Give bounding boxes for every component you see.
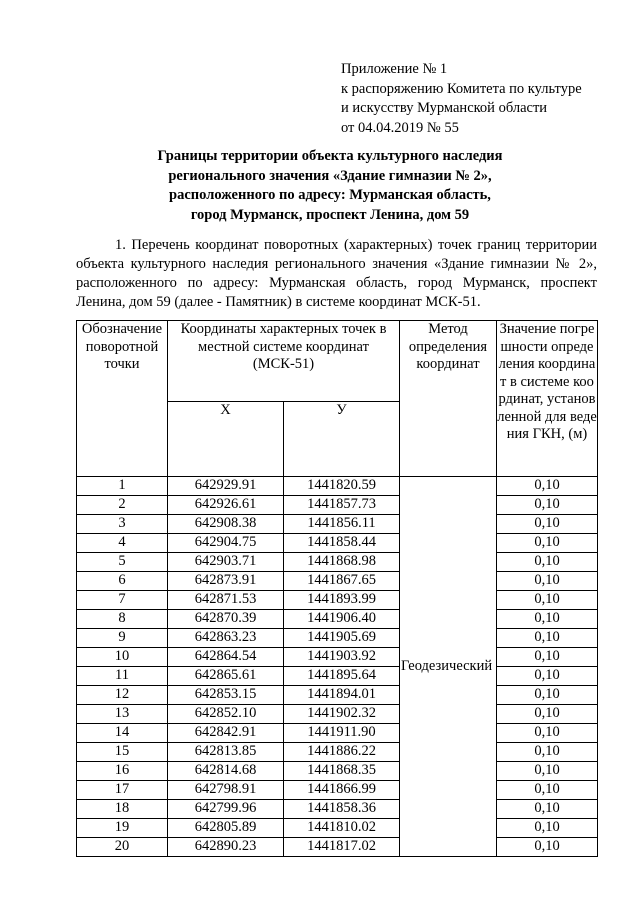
annex-line: и искусству Мурманской области [341,100,548,116]
coord-y: 1441905.69 [284,629,400,648]
accuracy-value: 0,10 [497,667,598,686]
annex-line: к распоряжению Комитета по культуре [341,80,582,97]
coord-x: 642842.91 [168,724,284,743]
coord-y: 1441906.40 [284,610,400,629]
table-row [77,686,598,705]
coord-x: 642870.39 [168,610,284,629]
accuracy-value: 0,10 [497,800,598,819]
accuracy-value: 0,10 [497,553,598,572]
coordinates-table [76,320,598,857]
coord-x: 642853.15 [168,686,284,705]
table-row [77,534,598,553]
table-row [77,496,598,515]
coord-y: 1441858.44 [284,534,400,553]
coord-y: 1441894.01 [284,686,400,705]
accuracy-value: 0,10 [497,515,598,534]
coord-y: 1441857.73 [284,496,400,515]
accuracy-value: 0,10 [497,686,598,705]
point-number: 20 [77,838,168,857]
point-number: 13 [77,705,168,724]
point-number: 11 [77,667,168,686]
coord-x: 642864.54 [168,648,284,667]
accuracy-value: 0,10 [497,534,598,553]
table-row [77,800,598,819]
coord-y: 1441868.98 [284,553,400,572]
accuracy-value: 0,10 [497,819,598,838]
accuracy-value: 0,10 [497,610,598,629]
point-number: 1 [77,477,168,496]
coord-y: 1441810.02 [284,819,400,838]
point-number: 19 [77,819,168,838]
accuracy-value: 0,10 [497,781,598,800]
coord-y: 1441886.22 [284,743,400,762]
point-number: 16 [77,762,168,781]
table-row [77,553,598,572]
coord-y: 1441817.02 [284,838,400,857]
table-row [77,477,598,496]
coord-x: 642903.71 [168,553,284,572]
point-number: 14 [77,724,168,743]
header-point: Обозначение поворотной точки [77,321,168,477]
table-row [77,781,598,800]
coord-x: 642798.91 [168,781,284,800]
accuracy-value: 0,10 [497,762,598,781]
intro-paragraph: 1. Перечень координат поворотных (характерных) точек границ территории объекта культурного наследия регионального значения «Здание гимназии № 2», расположенного по адресу: Мурманская область, город Мурманск, проспект Ленина, дом 59 (далее - Памятник) в системе координат МСК-51. [76,237,597,310]
point-number: 6 [77,572,168,591]
annex-line: Приложение № 1 [341,61,448,77]
table-row [77,629,598,648]
title-line: город Мурманск, проспект Ленина, дом 59 [190,207,470,224]
table-body [77,477,598,857]
table-row [77,705,598,724]
table-row [77,648,598,667]
method-cell: Геодезический [400,477,497,857]
accuracy-value: 0,10 [497,572,598,591]
point-number: 9 [77,629,168,648]
coord-x: 642805.89 [168,819,284,838]
coord-x: 642863.23 [168,629,284,648]
table-row [77,819,598,838]
point-number: 3 [77,515,168,534]
coord-y: 1441911.90 [284,724,400,743]
coord-y: 1441868.35 [284,762,400,781]
coord-y: 1441820.59 [284,477,400,496]
annex-line: от 04.04.2019 № 55 [341,119,459,136]
document-title [60,147,600,226]
point-number: 2 [77,496,168,515]
table-row [77,572,598,591]
coord-x: 642871.53 [168,591,284,610]
point-number: 5 [77,553,168,572]
point-number: 10 [77,648,168,667]
accuracy-value: 0,10 [497,743,598,762]
header-method: Метод определения координат [400,321,497,477]
table-row [77,724,598,743]
point-number: 7 [77,591,168,610]
accuracy-value: 0,10 [497,629,598,648]
accuracy-value: 0,10 [497,477,598,496]
table-row [77,667,598,686]
point-number: 4 [77,534,168,553]
point-number: 15 [77,743,168,762]
table-row [77,838,598,857]
coord-y: 1441893.99 [284,591,400,610]
coord-y: 1441895.64 [284,667,400,686]
accuracy-value: 0,10 [497,705,598,724]
accuracy-value: 0,10 [497,496,598,515]
coord-x: 642926.61 [168,496,284,515]
accuracy-value: 0,10 [497,724,598,743]
point-number: 12 [77,686,168,705]
coord-x: 642908.38 [168,515,284,534]
table-row [77,743,598,762]
header-x: X [168,402,284,477]
accuracy-value: 0,10 [497,838,598,857]
title-line: расположенного по адресу: Мурманская область, [169,187,491,204]
coord-x: 642813.85 [168,743,284,762]
accuracy-value: 0,10 [497,648,598,667]
table-row [77,762,598,781]
coord-x: 642929.91 [168,477,284,496]
coord-x: 642865.61 [168,667,284,686]
coord-y: 1441866.99 [284,781,400,800]
table-row [77,610,598,629]
table-row [77,591,598,610]
accuracy-value: 0,10 [497,591,598,610]
coord-y: 1441867.65 [284,572,400,591]
coord-y: 1441858.36 [284,800,400,819]
coord-x: 642873.91 [168,572,284,591]
coord-x: 642904.75 [168,534,284,553]
coord-x: 642852.10 [168,705,284,724]
title-line: регионального значения «Здание гимназии № 2», [168,167,492,184]
table-row [77,515,598,534]
title-line: Границы территории объекта культурного наследия [157,148,503,164]
annex-heading [341,60,582,138]
coord-x: 642890.23 [168,838,284,857]
coord-y: 1441902.32 [284,705,400,724]
header-coords: Координаты характерных точек в местной системе координат (МСК-51) [168,321,400,402]
coord-x: 642799.96 [168,800,284,819]
point-number: 18 [77,800,168,819]
coord-y: 1441856.11 [284,515,400,534]
coord-y: 1441903.92 [284,648,400,667]
point-number: 8 [77,610,168,629]
point-number: 17 [77,781,168,800]
header-y: У [284,402,400,477]
header-accuracy: Значение погрешности определения координат в системе координат, установленной для ведения ГКН, (м) [497,321,598,477]
coord-x: 642814.68 [168,762,284,781]
